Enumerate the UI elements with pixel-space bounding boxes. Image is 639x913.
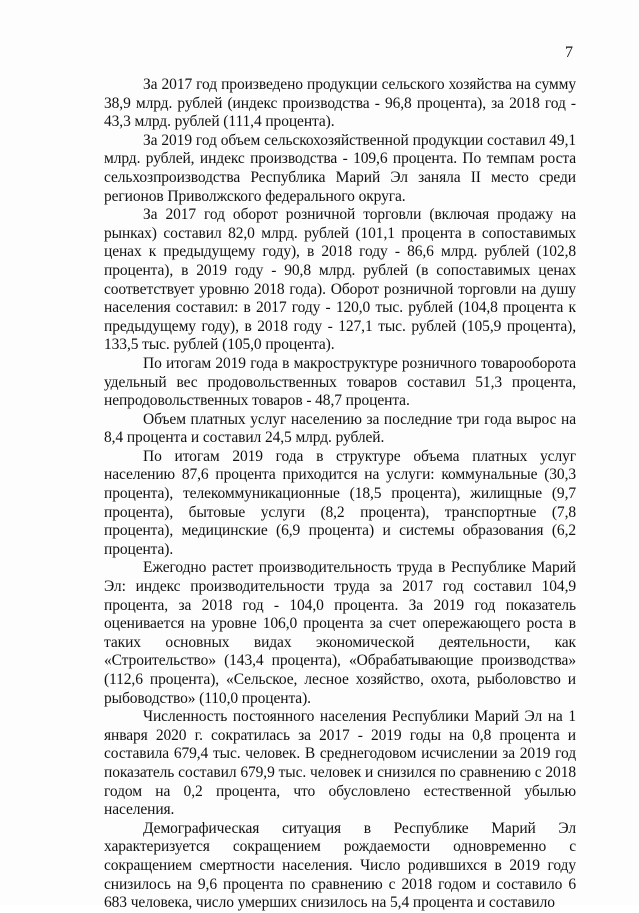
page-number: 7 [565, 44, 573, 61]
paragraph-population: Численность постоянного населения Республики Марий Эл на 1 января 2020 г. сократилась за 2017 - 2019 годы на 0,8 процента и составила 679,4 тыс. человек. В среднегодовом исчислении за 2019 год показатель составил 679,9 тыс. человек и снизился по сравнению с 2018 годом на 0,2 процента, что обусловлено естественной убылью населения. [104, 708, 576, 819]
document-body [104, 76, 576, 913]
paragraph-agriculture-2017-2018: За 2017 год произведено продукции сельского хозяйства на сумму 38,9 млрд. рублей (индекс производства - 96,8 процента), за 2018 год - 43,3 млрд. рублей (111,4 процента). [104, 76, 576, 131]
paragraph-retail-structure: По итогам 2019 года в макроструктуре розничного товарооборота удельный вес продовольственных товаров составил 51,3 процента, непродовольственных товаров - 48,7 процента. [104, 354, 576, 410]
paragraph-labor-productivity: Ежегодно растет производительность труда в Республике Марий Эл: индекс производительности труда за 2017 год составил 104,9 процента, за 2018 год - 104,0 процента. За 2019 год показатель оценивается на уровне 106,0 процента за счет опережающего роста в таких основных видах экономической деятельности, как «Строительство» (143,4 процента), «Обрабатывающие производства» (112,6 процента), «Сельское, лесное хозяйство, охота, рыболовство и рыбоводство» (110,0 процента). [104, 559, 576, 707]
paragraph-agriculture-2019: За 2019 год объем сельскохозяйственной продукции составил 49,1 млрд. рублей, индекс производства - 109,6 процента. По темпам роста сельхозпроизводства Республика Марий Эл заняла II место среди регионов Приволжского федерального округа. [104, 131, 576, 205]
paragraph-retail-turnover: За 2017 год оборот розничной торговли (включая продажу на рынках) составил 82,0 млрд. рублей (101,1 процента в сопоставимых ценах к предыдущему году), в 2018 году - 86,6 млрд. рублей (102,8 процента), в 2019 году - 90,8 млрд. рублей (в сопоставимых ценах соответствует уровню 2018 года). Оборот розничной торговли на душу населения составил: в 2017 году - 120,0 тыс. рублей (104,8 процента к предыдущему году), в 2018 году - 127,1 тыс. рублей (105,9 процента), 133,5 тыс. рублей (105,0 процента). [104, 206, 576, 354]
paragraph-paid-services-structure: По итогам 2019 года в структуре объема платных услуг населению 87,6 процента приходится на услуги: коммунальные (30,3 процента), телекоммуникационные (18,5 процента), жилищные (9,7 процента), бытовые услуги (8,2 процента), транспортные (7,8 процента), медицинские (6,9 процента) и системы образования (6,2 процента). [104, 447, 576, 558]
paragraph-demographics: Демографическая ситуация в Республике Марий Эл характеризуется сокращением рождаемости одновременно с сокращением смертности населения. Число родившихся в 2019 году снизилось на 9,6 процента по сравнению с 2018 годом и составило 6 683 человека, число умерших снизилось на 5,4 процента и составило [104, 819, 576, 912]
paragraph-paid-services-volume: Объем платных услуг населению за последние три года вырос на 8,4 процента и составил 24,5 млрд. рублей. [104, 410, 576, 447]
